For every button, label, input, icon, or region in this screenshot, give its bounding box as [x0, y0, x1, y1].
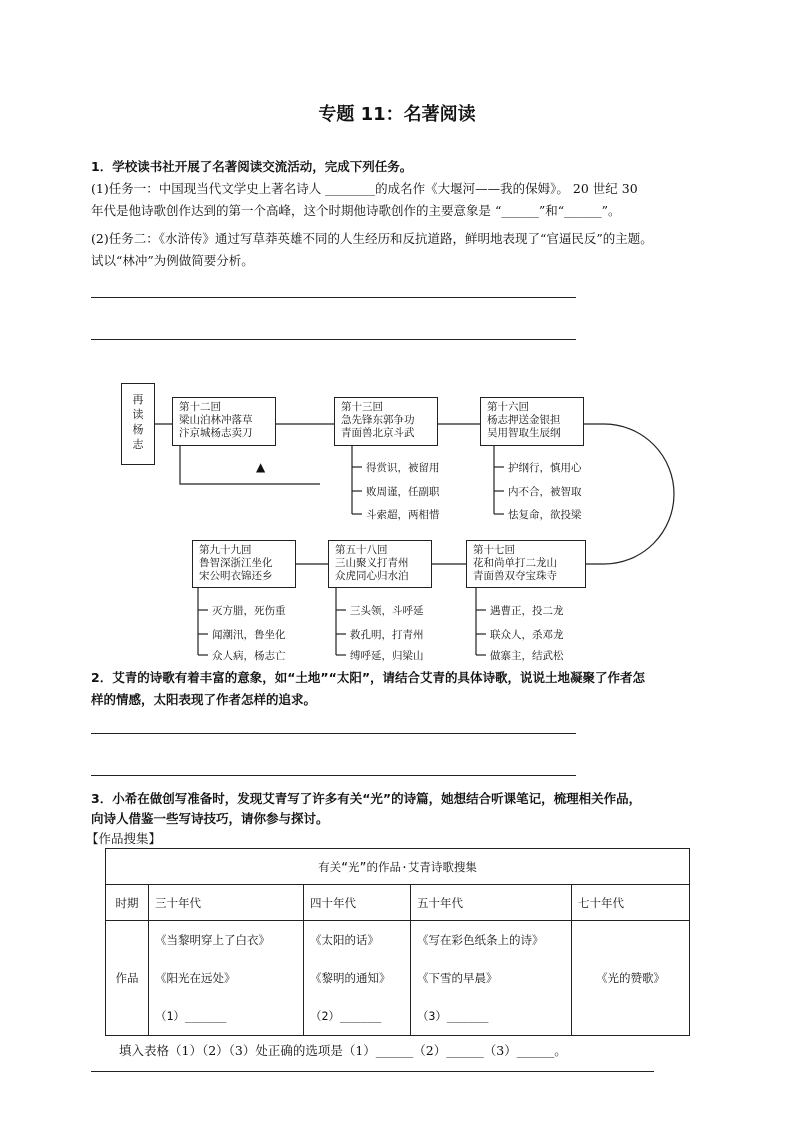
leaf-item: 三头领，斗呼延	[350, 605, 424, 617]
section-label: 【作品搜集】	[86, 831, 162, 846]
chapter-title-line: 吴用智取生辰纲	[487, 427, 561, 439]
works-table	[105, 848, 690, 1036]
question-2-line-2: 样的情感，太阳表现了作者怎样的追求。	[91, 692, 317, 707]
diagram-root-box: 再读杨志	[121, 383, 155, 465]
leaf-item: 败周谨，任副职	[366, 486, 440, 498]
task-1-line-2: 年代是他诗歌创作达到的第一个高峰，这个时期他诗歌创作的主要意象是 “______”和“______”。	[91, 203, 621, 218]
leaf-item: 救孔明，打青州	[350, 629, 424, 641]
chapter-title-line: 宋公明衣锦还乡	[199, 570, 273, 582]
chapter-box-17	[466, 540, 586, 588]
period-cell: 五十年代	[411, 885, 572, 921]
chapter-title-line: 汴京城杨志卖刀	[179, 427, 253, 439]
chapter-title-line: 梁山泊林冲落草	[179, 414, 253, 426]
leaf-item: 做寨主，结武松	[490, 650, 564, 662]
work-cell: 《太阳的话》	[304, 921, 411, 960]
task-2-line-1: (2)任务二：《水浒传》通过写草莽英雄不同的人生经历和反抗道路，鲜明地表现了“官逼民反”的主题。	[91, 231, 653, 246]
chapter-number: 第十七回	[473, 544, 515, 556]
leaf-item: 怯复命，欲投梁	[508, 509, 582, 521]
question-3-line-1: 3．小希在做创写准备时，发现艾青写了许多有关“光”的诗篇，她想结合听课笔记，梳理相关作品，	[91, 791, 642, 806]
leaf-item: 内不合，被智取	[508, 486, 582, 498]
chapter-number: 第十二回	[179, 401, 221, 413]
leaf-item: 斗索超，两相惜	[366, 509, 440, 521]
chapter-title-line: 鲁智深浙江坐化	[199, 557, 273, 569]
work-cell: 《光的赞歌》	[572, 921, 690, 1036]
task-1-line-1: (1)任务一：中国现当代文学史上著名诗人 ________的成名作《大堰河——我的保姆》。 20 世纪 30	[91, 181, 638, 196]
question-2-line-1: 2．艾青的诗歌有着丰富的意象，如“土地”“太阳”，请结合艾青的具体诗歌，说说土地凝聚了作者怎	[91, 670, 646, 685]
chapter-number: 第十三回	[341, 401, 383, 413]
row-header-works: 作品	[106, 921, 149, 1036]
blank-cell[interactable]: （1）______	[149, 997, 304, 1036]
leaf-item: 缚呼延，归梁山	[350, 650, 424, 662]
blank-cell[interactable]: （3）______	[411, 997, 572, 1036]
work-cell: 《黎明的通知》	[304, 959, 411, 997]
page-title: 专题 11：名著阅读	[318, 104, 476, 125]
blank-cell[interactable]: （2）______	[304, 997, 411, 1036]
chapter-number: 第五十八回	[335, 544, 388, 556]
leaf-item: 遇曹正，投二龙	[490, 605, 564, 617]
leaf-item: 得赏识，被留用	[366, 462, 440, 474]
answer-line[interactable]	[91, 733, 576, 734]
chapter-box-16	[480, 397, 584, 446]
chapter-box-13	[334, 397, 438, 446]
chapter-title-line: 杨志押送金银担	[487, 414, 561, 426]
chapter-box-58	[328, 540, 432, 588]
chapter-number: 第九十九回	[199, 544, 252, 556]
chapter-box-99	[192, 540, 296, 588]
task-2-line-2: 试以“林冲”为例做简要分析。	[91, 253, 254, 268]
chapter-title-line: 花和尚单打二龙山	[473, 557, 557, 569]
leaf-item: 灭方腊，死伤重	[212, 605, 286, 617]
work-cell: 《阳光在远处》	[149, 959, 304, 997]
fill-instruction: 填入表格（1）（2）（3）处正确的选项是（1）______（2）______（3）______。	[119, 1043, 567, 1058]
blank-triangle-marker[interactable]: ▲	[256, 460, 266, 474]
answer-line[interactable]	[91, 775, 576, 776]
row-header-period: 时期	[106, 885, 149, 921]
chapter-title-line: 急先锋东郭争功	[341, 414, 415, 426]
chapter-box-12	[172, 397, 276, 446]
chapter-title-line: 青面兽北京斗武	[341, 427, 415, 439]
leaf-item: 护纲行，慎用心	[508, 462, 582, 474]
answer-line[interactable]	[91, 1071, 654, 1072]
work-cell: 《下雪的早晨》	[411, 959, 572, 997]
table-title: 有关“光”的作品·艾青诗歌搜集	[106, 849, 690, 885]
question-1-heading: 1．学校读书社开展了名著阅读交流活动，完成下列任务。	[91, 159, 413, 174]
leaf-item: 众人病，杨志亡	[212, 650, 286, 662]
leaf-item: 闻潮汛，鲁坐化	[212, 629, 286, 641]
chapter-title-line: 众虎同心归水泊	[335, 570, 409, 582]
chapter-title-line: 青面兽双夺宝珠寺	[473, 570, 557, 582]
chapter-title-line: 三山聚义打青州	[335, 557, 409, 569]
question-3-line-2: 向诗人借鉴一些写诗技巧，请你参与探讨。	[91, 811, 329, 826]
work-cell: 《写在彩色纸条上的诗》	[411, 921, 572, 960]
chapter-number: 第十六回	[487, 401, 529, 413]
period-cell: 四十年代	[304, 885, 411, 921]
period-cell: 三十年代	[149, 885, 304, 921]
period-cell: 七十年代	[572, 885, 690, 921]
work-cell: 《当黎明穿上了白衣》	[149, 921, 304, 960]
leaf-item: 联众人，杀邓龙	[490, 629, 564, 641]
